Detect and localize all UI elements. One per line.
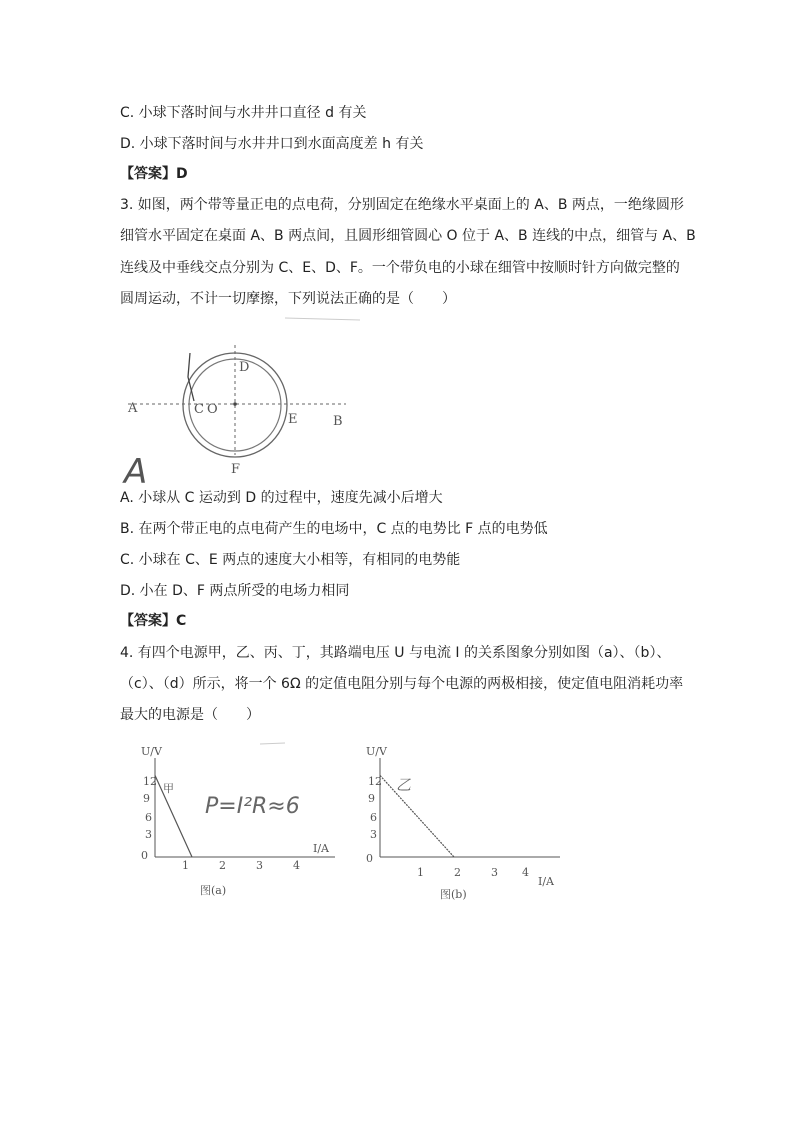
- x-axis-label: I/A: [538, 875, 554, 888]
- q3-stem-line1: 3. 如图，两个带等量正电的点电荷，分别固定在绝缘水平桌面上的 A、B 两点，一绝缘圆形: [120, 197, 684, 213]
- q4-stem-line1: 4. 有四个电源甲，乙、丙、丁，其路端电压 U 与电流 I 的关系图象分别如图（a）、（b）、: [120, 645, 671, 661]
- x-tick-1: 1: [417, 866, 424, 879]
- y-tick-12: 12: [368, 775, 382, 788]
- series-label-jia: 甲: [163, 782, 174, 795]
- label-C: C: [194, 402, 204, 417]
- q3-figure: [110, 315, 370, 485]
- scan-mark: [260, 743, 285, 744]
- scan-mark: [285, 318, 360, 320]
- q2-answer: 【答案】D: [120, 166, 188, 182]
- y-tick-12: 12: [143, 775, 157, 788]
- y-tick-6: 6: [145, 811, 152, 824]
- q4-stem-line2: （c）、（d）所示，将一个 6Ω 的定值电阻分别与每个电源的两极相接，使定值电阻消耗功率: [120, 676, 684, 692]
- x-axis-label: I/A: [313, 842, 329, 855]
- q4-stem-line3: 最大的电源是（ ）: [120, 707, 260, 723]
- q3-stem-line2: 细管水平固定在桌面 A、B 两点间，且圆形细管圆心 O 位于 A、B 连线的中点，细管与 A、B: [120, 228, 696, 244]
- q3-stem-line3: 连线及中垂线交点分别为 C、E、D、F。一个带负电的小球在细管中按顺时针方向做完整的: [120, 260, 680, 276]
- handwritten-formula: P=I²R≈6: [205, 794, 300, 819]
- y-tick-9: 9: [368, 792, 375, 805]
- label-F: F: [231, 462, 241, 477]
- handwritten-mark: A: [124, 452, 148, 485]
- q3-answer: 【答案】C: [120, 613, 187, 629]
- x-tick-1: 1: [182, 859, 189, 872]
- series-label-yi: 乙: [396, 776, 412, 794]
- y-axis-label: U/V: [141, 745, 162, 758]
- label-E: E: [288, 412, 298, 427]
- graph-a: [135, 738, 345, 903]
- label-B: B: [333, 414, 343, 429]
- y-tick-3: 3: [370, 828, 377, 841]
- q3-option-b: B. 在两个带正电的点电荷产生的电场中，C 点的电势比 F 点的电势低: [120, 521, 548, 537]
- series-line-yi: [380, 775, 454, 857]
- label-A: A: [128, 401, 138, 416]
- graph-b: [360, 738, 570, 903]
- q2-option-c: C. 小球下落时间与水井井口直径 d 有关: [120, 105, 367, 121]
- label-D: D: [239, 360, 250, 375]
- x-tick-3: 3: [491, 866, 498, 879]
- caption: 图(a): [200, 884, 227, 897]
- y-axis-label: U/V: [366, 745, 387, 758]
- center-dot: [233, 402, 237, 406]
- caption: 图(b): [440, 888, 467, 901]
- q3-option-c: C. 小球在 C、E 两点的速度大小相等，有相同的电势能: [120, 552, 461, 568]
- q2-option-d: D. 小球下落时间与水井井口到水面高度差 h 有关: [120, 136, 424, 152]
- y-tick-3: 3: [145, 828, 152, 841]
- x-tick-4: 4: [522, 866, 529, 879]
- x-tick-2: 2: [454, 866, 461, 879]
- y-tick-0: 0: [141, 849, 148, 862]
- y-tick-6: 6: [370, 811, 377, 824]
- q3-option-a: A. 小球从 C 运动到 D 的过程中，速度先减小后增大: [120, 490, 443, 506]
- label-O: O: [207, 402, 218, 417]
- q3-option-d: D. 小在 D、F 两点所受的电场力相同: [120, 583, 350, 599]
- x-tick-2: 2: [219, 859, 226, 872]
- y-tick-0: 0: [366, 852, 373, 865]
- y-tick-9: 9: [143, 792, 150, 805]
- x-tick-4: 4: [293, 859, 300, 872]
- q3-stem-line4: 圆周运动，不计一切摩擦，下列说法正确的是（ ）: [120, 291, 456, 307]
- x-tick-3: 3: [256, 859, 263, 872]
